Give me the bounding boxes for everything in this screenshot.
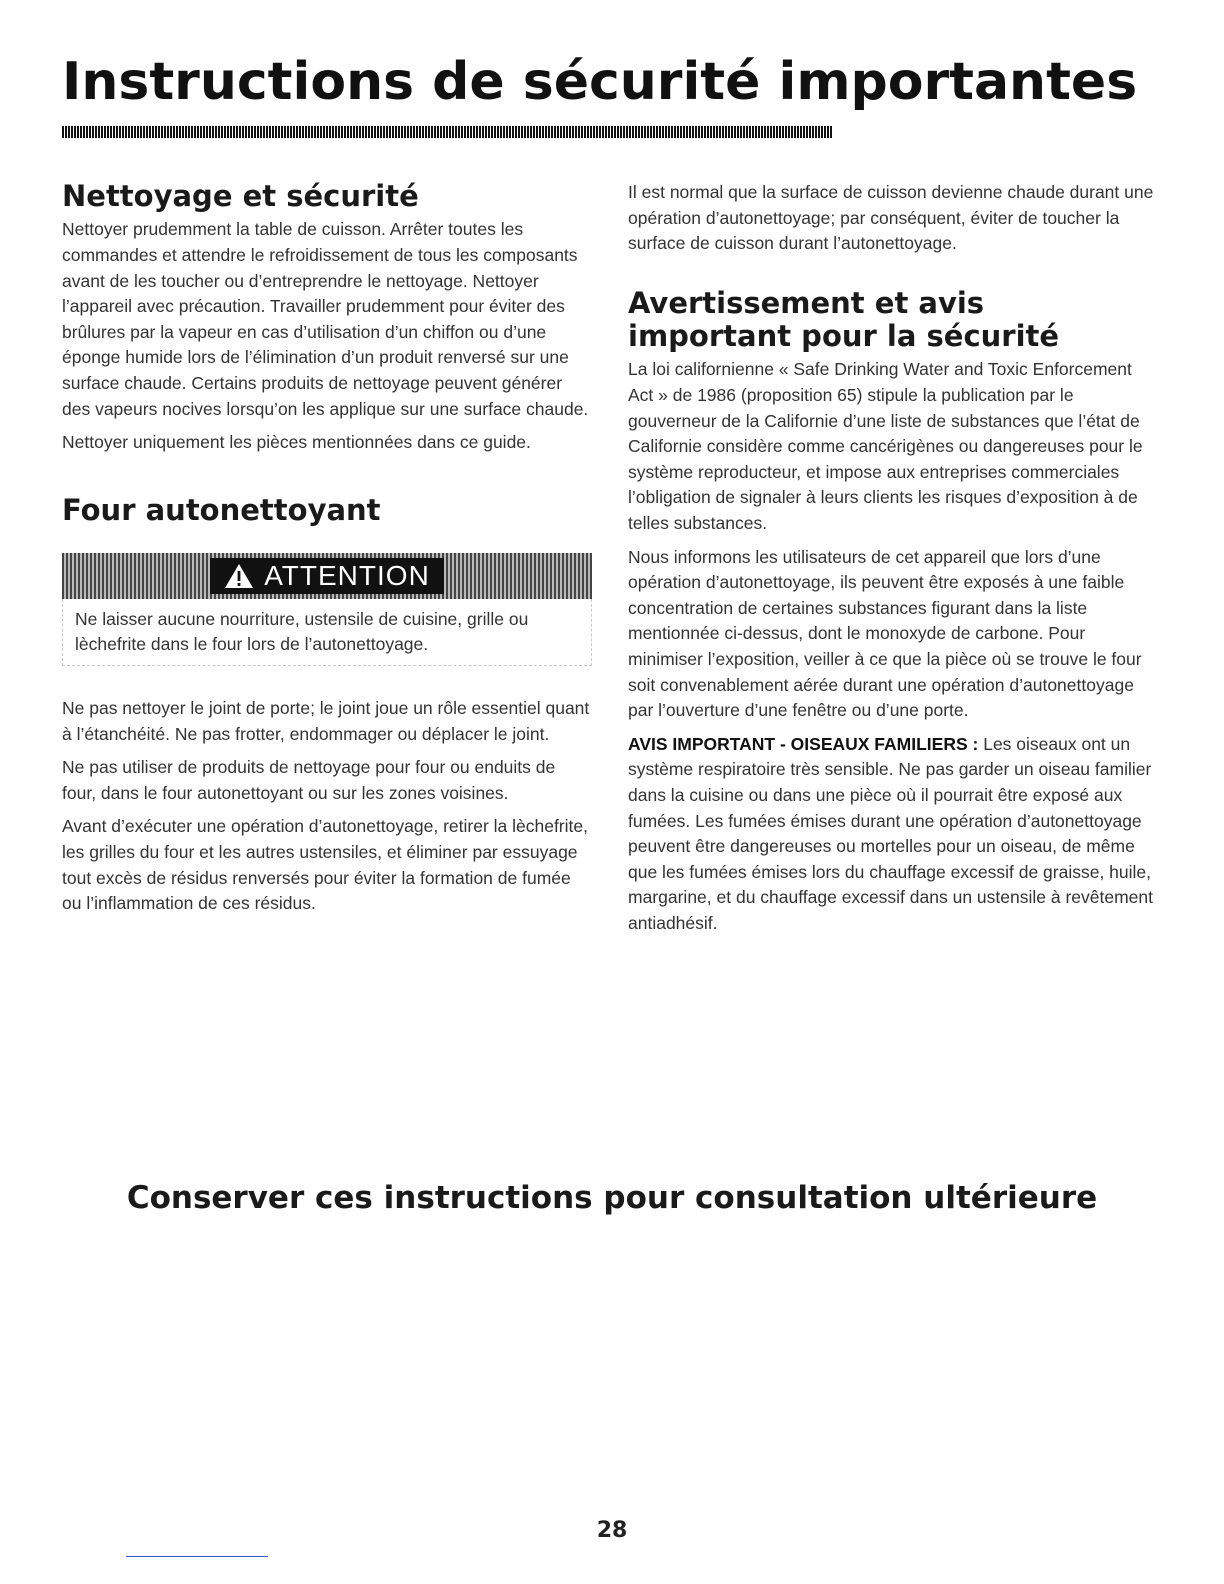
heading-line: Avertissement et avis xyxy=(628,285,985,320)
attention-text: Ne laisser aucune nourriture, ustensile de cuisine, grille ou lèchefrite dans le four lors de l’autonettoyage. xyxy=(62,599,592,666)
attention-label: ATTENTION xyxy=(264,560,430,592)
heading-avertissement xyxy=(628,287,1158,354)
paragraph: Avant d’exécuter une opération d’autonettoyage, retirer la lèchefrite, les grilles du four et les autres ustensiles, et éliminer par essuyage tout excès de résidus renversés pour éviter la formation de fumée ou l’inflammation de ces résidus. xyxy=(62,816,588,914)
attention-callout xyxy=(62,553,592,666)
footnote-rule xyxy=(126,1556,268,1557)
heading-nettoyage-securite: Nettoyage et sécurité xyxy=(62,179,419,213)
footer-title: Conserver ces instructions pour consultation ultérieure xyxy=(126,1180,1098,1216)
left-column xyxy=(62,180,592,925)
birds-notice-text: Les oiseaux ont un système respiratoire très sensible. Ne pas garder un oiseau familier dans la cuisine ou dans une pièce où il pourrait être exposé aux fumées. Les fumées émises durant une opération d’autonettoyage peuvent être dangereuses ou mortelles pour un oiseau, de même que les fumées émises lors du chauffage excessif de graisse, huile, margarine, et du chauffage excessif dans un ustensile à revêtement antiadhésif. xyxy=(628,733,1153,933)
title-underline-rule xyxy=(62,126,832,138)
paragraph: Il est normal que la surface de cuisson devienne chaude durant une opération d’autonettoyage; par conséquent, éviter de toucher la surface de cuisson durant l’autonettoyage. xyxy=(628,182,1154,254)
right-column xyxy=(628,180,1158,945)
paragraph: Nettoyer uniquement les pièces mentionnées dans ce guide. xyxy=(62,432,531,453)
page-title: Instructions de sécurité importantes xyxy=(62,52,1138,112)
heading-line: important pour la sécurité xyxy=(628,319,1060,354)
attention-banner xyxy=(62,553,592,599)
paragraph: Nettoyer prudemment la table de cuisson. Arrêter toutes les commandes et attendre le refroidissement de tous les composants avant de les toucher ou d’entreprendre le nettoyage. Nettoyer l’appareil avec précaution. Travailler prudemment pour éviter des brûlures par la vapeur en cas d’utilisation d’un chiffon ou d’une éponge humide lors de l’élimination d’un produit renversé sur une surface chaude. Certains produits de nettoyage peuvent générer des vapeurs nocives lorsqu’on les applique sur une surface chaude. xyxy=(62,219,589,419)
paragraph: Ne pas utiliser de produits de nettoyage pour four ou enduits de four, dans le four autonettoyant ou sur les zones voisines. xyxy=(62,757,556,803)
page-number: 28 xyxy=(596,1518,628,1543)
paragraph: Nous informons les utilisateurs de cet appareil que lors d’une opération d’autonettoyage, ils peuvent être exposés à une faible concentration de certaines substances figurant dans la liste mentionnée ci-dessus, dont le monoxyde de carbone. Pour minimiser l’exposition, veiller à ce que la pièce où se trouve le four soit convenablement aérée durant une opération d’autonettoyage par l’ouverture d’une fenêtre ou d’une porte. xyxy=(628,546,1142,721)
birds-notice-lead: AVIS IMPORTANT - OISEAUX FAMILIERS : xyxy=(628,733,979,754)
paragraph: La loi californienne « Safe Drinking Water and Toxic Enforcement Act » de 1986 (proposition 65) stipule la publication par le gouverneur de la Californie d’une liste de substances que l’état de Californie considère comme cancérigènes ou dangereuses pour le système reproducteur, et impose aux entreprises commerciales l’obligation de signaler à leurs clients les risques d’exposition à de telles substances. xyxy=(628,359,1143,534)
paragraph-birds xyxy=(628,732,1158,937)
warning-triangle-icon xyxy=(224,563,254,589)
paragraph: Ne pas nettoyer le joint de porte; le joint joue un rôle essentiel quant à l’étanchéité. Ne pas frotter, endommager ou déplacer le joint. xyxy=(62,698,590,744)
heading-four-autonettoyant: Four autonettoyant xyxy=(62,492,381,527)
